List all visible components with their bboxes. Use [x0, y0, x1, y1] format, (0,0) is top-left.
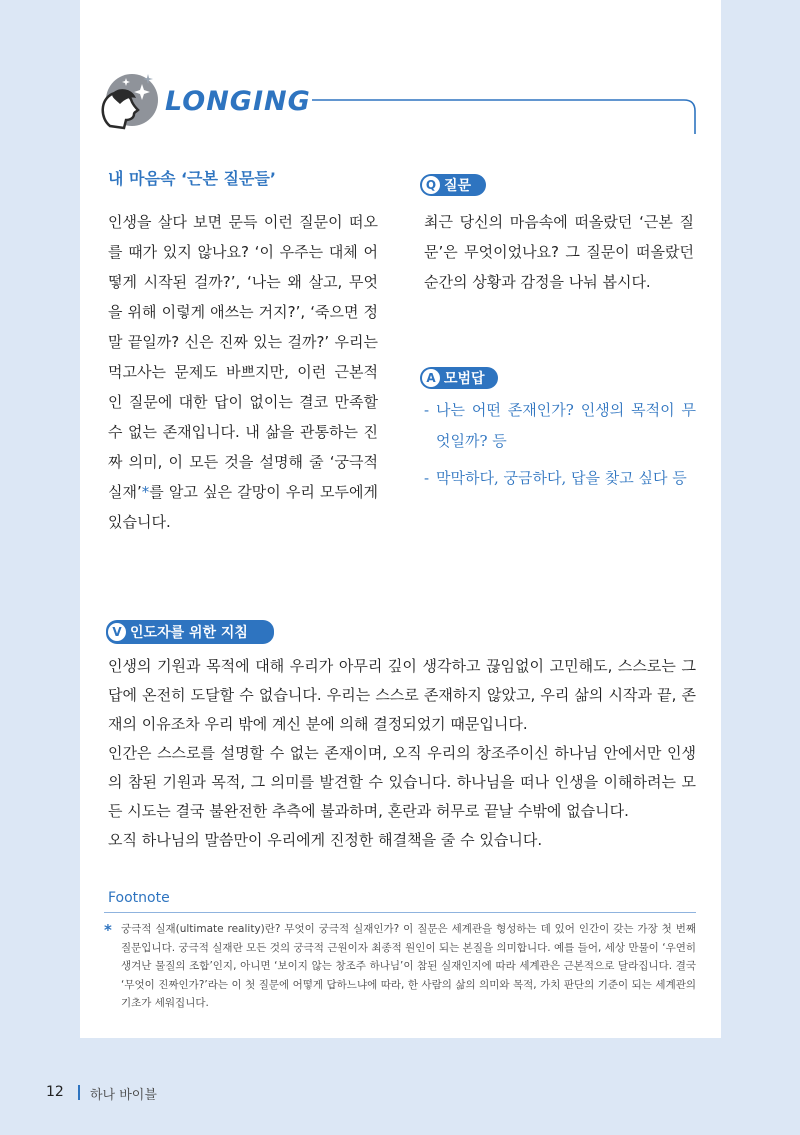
footer-separator — [78, 1085, 80, 1100]
guide-badge — [106, 620, 274, 644]
guide-letter: V — [108, 623, 126, 641]
book-title: 하나 바이블 — [90, 1088, 157, 1103]
page-number: 12 — [46, 1084, 64, 1100]
guide-paragraph: 오직 하나님의 말씀만이 우리에게 진정한 해결책을 줄 수 있습니다. — [108, 831, 543, 849]
question-label: 질문 — [444, 178, 472, 194]
guide-paragraph: 인생의 기원과 목적에 대해 우리가 아무리 깊이 생각하고 끊임없이 고민해도, 스스로는 그 답에 온전히 도달할 수 없습니다. 우리는 스스로 존재하지 않았고, 우리 삶의 시작과 끝, 존재의 이유조차 우리 밖에 계신 분에 의해 결정되었기 때문입니다. — [108, 657, 696, 733]
footnote-text: 궁극적 실재(ultimate reality)란? 무엇이 궁극적 실재인가? 이 질문은 세계관을 형성하는 데 있어 인간이 갖는 가장 첫 번째 질문입니다. 궁극적 실재란 모든 것의 궁극적 근원이자 최종적 원인이 되는 본질을 의미합니다. 예를 들어, 세상 만물이 ‘우연히 생겨난 물질의 조합’인지, 아니면 ‘보이지 않는 창조주 하나님’이 참된 실재인지에 따라 세계관은 근본적으로 달라집니다. 결국 ‘무엇이 진짜인가?’라는 이 첫 질문에 어떻게 답하느냐에 따라, 한 사람의 삶의 의미와 목적, 가치 판단의 기준이 되는 세계관의 기초가 세워집니다. — [121, 923, 696, 1009]
thinking-head-stars-icon — [90, 70, 160, 134]
sub-title: 내 마음속 ‘근본 질문들’ — [108, 169, 276, 188]
list-item — [424, 395, 696, 457]
intro-paragraph — [108, 207, 378, 537]
question-badge — [420, 174, 486, 196]
footnote-label: Footnote — [108, 890, 170, 906]
footnote-star: * — [104, 921, 112, 939]
section-title: LONGING — [165, 86, 311, 117]
answer-letter: A — [422, 369, 440, 387]
list-item-text: 막막하다, 궁금하다, 답을 찾고 싶다 등 — [436, 469, 687, 487]
header-rule — [312, 98, 698, 138]
footnote-divider — [104, 912, 696, 913]
list-item — [424, 463, 696, 494]
intro-text-end: 를 알고 싶은 갈망이 우리 모두에게 있습니다. — [108, 483, 378, 531]
list-dash: - — [424, 401, 430, 419]
question-letter: Q — [422, 176, 440, 194]
guide-text — [108, 652, 696, 855]
guide-label: 인도자를 위한 지침 — [130, 625, 248, 641]
question-text: 최근 당신의 마음속에 떠올랐던 ‘근본 질문’은 무엇이었나요? 그 질문이 떠올랐던 순간의 상황과 감정을 나눠 봅시다. — [424, 213, 694, 291]
answer-label: 모범답 — [444, 371, 485, 387]
answer-list — [424, 395, 696, 500]
footnote-marker: * — [141, 483, 150, 501]
guide-paragraph: 인간은 스스로를 설명할 수 없는 존재이며, 오직 우리의 창조주이신 하나님 안에서만 인생의 참된 기원과 목적, 그 의미를 발견할 수 있습니다. 하나님을 떠나 인생을 이해하려는 모든 시도는 결국 불완전한 추측에 불과하며, 혼란과 허무로 끝날 수밖에 없습니다. — [108, 744, 696, 820]
list-dash: - — [424, 469, 430, 487]
intro-text-start: 인생을 살다 보면 문득 이런 질문이 떠오를 때가 있지 않나요? ‘이 우주는 대체 어떻게 시작된 걸까?’, ‘나는 왜 살고, 무엇을 위해 이렇게 애쓰는 거지?’, ‘죽으면 정말 끝일까? 신은 진짜 있는 걸까?’ 우리는 먹고사는 문제도 바쁘지만, 이런 근본적인 질문에 대한 답이 없이는 결코 만족할 수 없는 존재입니다. 내 삶을 관통하는 진짜 의미, 이 모든 것을 설명해 줄 ‘궁극적 실재’ — [108, 213, 378, 501]
answer-badge — [420, 367, 498, 389]
list-item-text: 나는 어떤 존재인가? 인생의 목적이 무엇일까? 등 — [436, 401, 696, 450]
